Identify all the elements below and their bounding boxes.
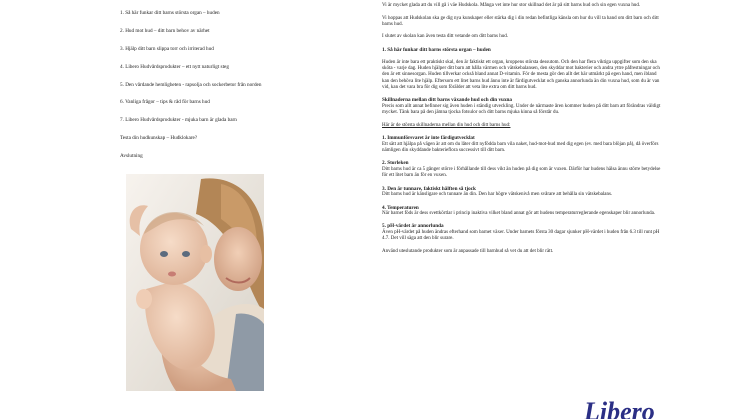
toc-quiz[interactable]: Testa din hudkunskap – Hudklokare? <box>120 135 198 142</box>
intro-paragraph: Vi är mycket glada att du vill gå i väe Hudskola. Många vet inte hur stor skillnad det är på sitt barns hud och sin egen vuxna hud. <box>382 3 641 8</box>
difference-heading: 2. Storleken <box>382 160 409 167</box>
toc-item[interactable]: 4. Libero Hudvårdsprodukter – ett nytt naturligt steg <box>120 63 229 70</box>
intro-paragraph: Vi hoppas att Hudskolan ska ge dig nya kunskaper eller stärka dig i din redan befintliga känsla om hur du vill ta hand om ditt barn och ditt barns hud. <box>382 15 659 27</box>
difference-heading: 5. pH-värdet är annorlunda <box>382 223 444 230</box>
toc-item[interactable]: 1. Så här funkar ditt barns största organ – huden <box>120 10 220 16</box>
intro-paragraph: I slutet av skolan kan även testa ditt vetande om ditt barns hud. <box>382 34 508 40</box>
toc-item[interactable]: 7. Libero Hudvårdsprodukter - mjuka barn är glada barn <box>120 117 237 124</box>
difference-body: Ditt barns hud är känsligare och tunnare än din. Den har högre vätskenivå men svårare att behålla sin vätskebalans. <box>382 191 613 197</box>
mother-baby-photo <box>126 174 264 391</box>
section-heading: 1. Så här funkar ditt barns största organ – huden <box>382 47 491 54</box>
logo-text: Libero <box>584 398 655 419</box>
toc-item[interactable]: 3. Hjälp ditt barn slippa torr och irriterad hud <box>120 45 214 52</box>
toc-item[interactable]: 6. Vanliga frågor – tips & råd för barns hud <box>120 99 210 106</box>
difference-body: Även pH-värdet på huden ändras efterhand som barnet växer. Under barnets första 30 dagar sjunker pH-värdet i huden från 6.3 till runt pH 4.7. Det vill säga att den blir surare. <box>382 229 660 241</box>
photo-illustration <box>126 174 264 391</box>
closing-paragraph: Använd uteslutande produkter som är anpassade till barnhud så vet du att det blir rätt. <box>382 248 554 254</box>
section-heading: Skillnaderna mellan ditt barns växande hud och din vuxna <box>382 97 513 104</box>
difference-heading: 1. Immunförsvaret är inte färdigutvecklat <box>382 135 475 142</box>
differences-intro: Här är de största skillnaderna mellan din hud och ditt barns hud: <box>382 122 511 128</box>
section-body: Huden är inte bara ett praktiskt skal, den är faktiskt ett organ, kroppens största dessutom. Och den har flera viktiga uppgifter som den ska sköta - varje dag. Huden hjälper ditt barn att hålla värmen och vätskebalansen, den skyddar mot bakterier och andra yttre påfrestningar och den är ett sinnesorgan. Huden tillverkar också bland annat D-vitamin. För de mesta gör den allt det här utmärkt på egen hand, men ibland kan den behöva lite hjälp. Eftersom ett litet barns hud ännu inte är färdigutvecklat och ganska annorlunda än din vuxna hud, som du är van vid, kan det vara bra för dig som förälder att veta lite extra om ditt barns hud. <box>382 59 660 90</box>
section-body: Precis som allt annat befinner sig även huden i ständig utveckling. Under de närmaste åren kommer huden på ditt barn att förändras väldigt mycket. Tänk bara på den jämna tjocka fotsulor och ditt barns mjuka kinna så förstår du. <box>382 103 661 116</box>
difference-body: När barnet föds är dess svettkörtlar i princip inaktiva vilket bland annat gör att hudens temperaturreglerande egenskaper blir annorlunda. <box>382 210 656 216</box>
difference-heading: 3. Den är tunnare, faktiskt hälften så tjock <box>382 185 476 192</box>
toc-item[interactable]: 2. Hud mot hud – ditt barn behov av närhet <box>120 27 210 34</box>
article <box>382 3 664 255</box>
difference-body: Ditt barns hud är ca 5 gånger större i förhållande till dess vikt än huden på dig som är vuxen. Därför har hudens hälsa ännu större betydelse för ett litet barn än för en vuxen. <box>382 166 661 179</box>
toc-item[interactable]: 5. Den vårdande hemligheten - rapsolja och sockerbetor från norden <box>120 81 262 88</box>
difference-heading: 4. Temperaturen <box>382 204 419 211</box>
libero-logo-mark <box>582 398 694 419</box>
libero-logo <box>582 398 694 419</box>
table-of-contents <box>118 10 318 170</box>
toc-ending[interactable]: Avslutning <box>120 152 143 159</box>
difference-body: Ett sätt att hjälpa på vägen är att om du låter ditt nyfödda barn vila naket, hud-mot-hud med dig egen (ev. med bara blöjan på), då överförs nämligen din skyddande bakterieflora successivt till ditt barn. <box>382 141 659 153</box>
